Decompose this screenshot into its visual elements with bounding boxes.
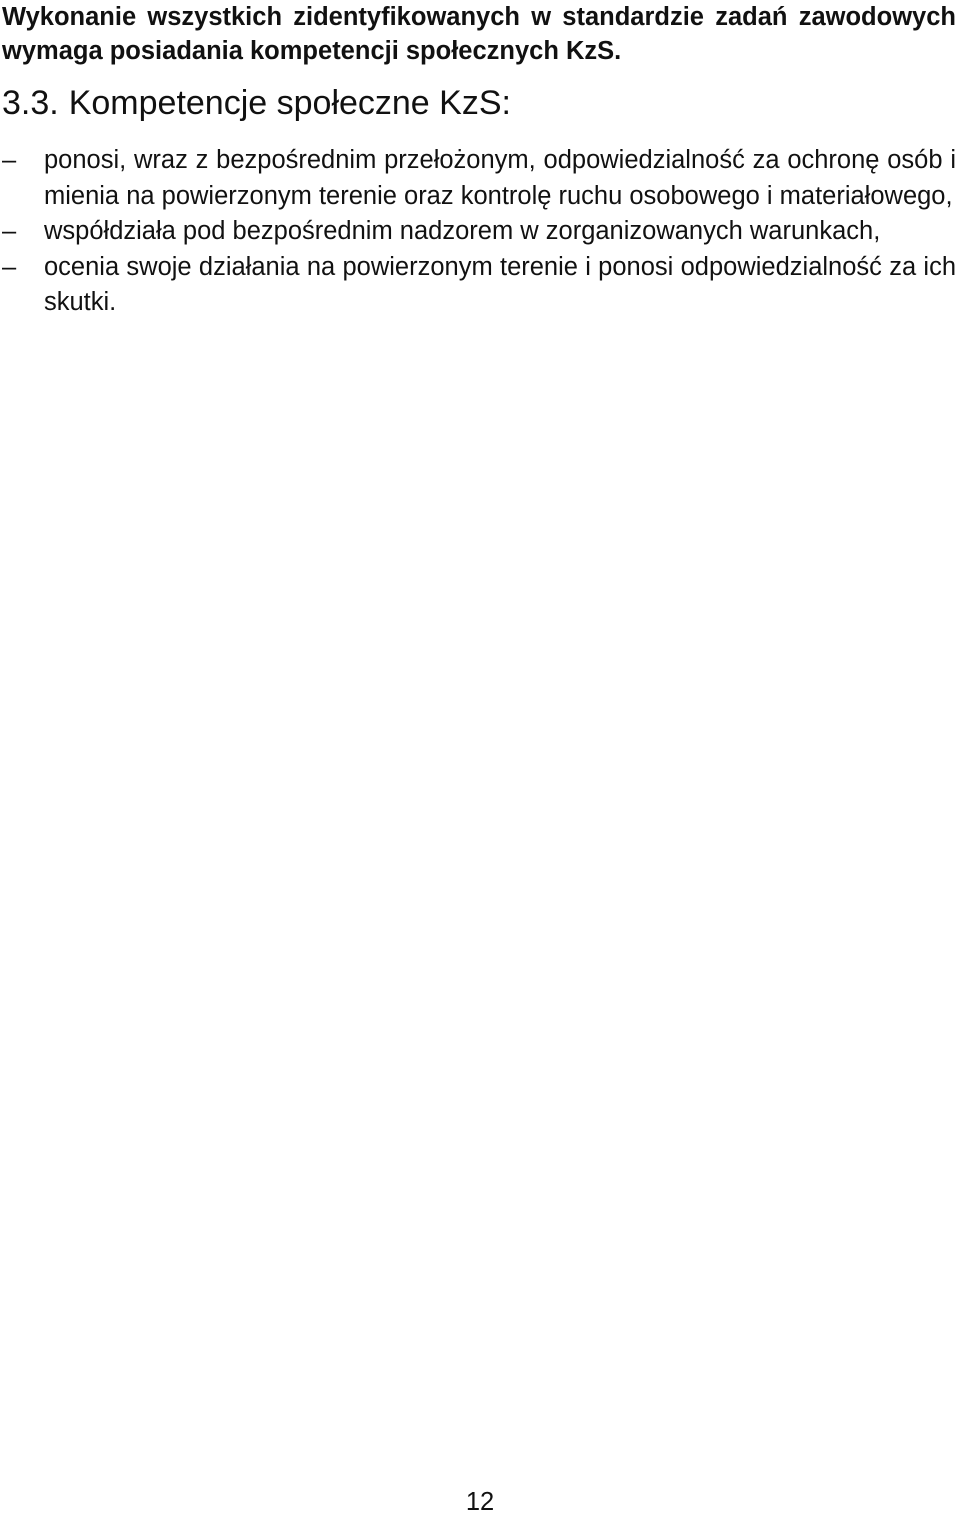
list-item-text: ocenia swoje działania na powierzonym terenie i ponosi odpowiedzialność za ich skutki. bbox=[44, 252, 956, 316]
list-item bbox=[0, 250, 960, 321]
list-item bbox=[0, 143, 960, 214]
list-item bbox=[0, 214, 960, 250]
list-item-text: ponosi, wraz z bezpośrednim przełożonym, odpowiedzialność za ochronę osób i mienia na powierzonym terenie oraz kontrolę ruchu osobowego i materiałowego, bbox=[44, 146, 956, 210]
section-title: Kompetencje społeczne KzS: bbox=[68, 84, 511, 122]
dash-bullet-icon: – bbox=[2, 217, 17, 245]
dash-bullet-icon: – bbox=[2, 146, 17, 174]
section-number: 3.3. bbox=[2, 84, 59, 122]
intro-paragraph: Wykonanie wszystkich zidentyfikowanych w standardzie zadań zawodowych wymaga posiadania kompetencji społecznych KzS. bbox=[2, 3, 956, 65]
competence-list bbox=[0, 143, 960, 321]
section-heading bbox=[2, 83, 511, 123]
page-number: 12 bbox=[465, 1488, 495, 1516]
dash-bullet-icon: – bbox=[2, 252, 17, 281]
list-item-text: współdziała pod bezpośrednim nadzorem w zorganizowanych warunkach, bbox=[44, 217, 881, 245]
